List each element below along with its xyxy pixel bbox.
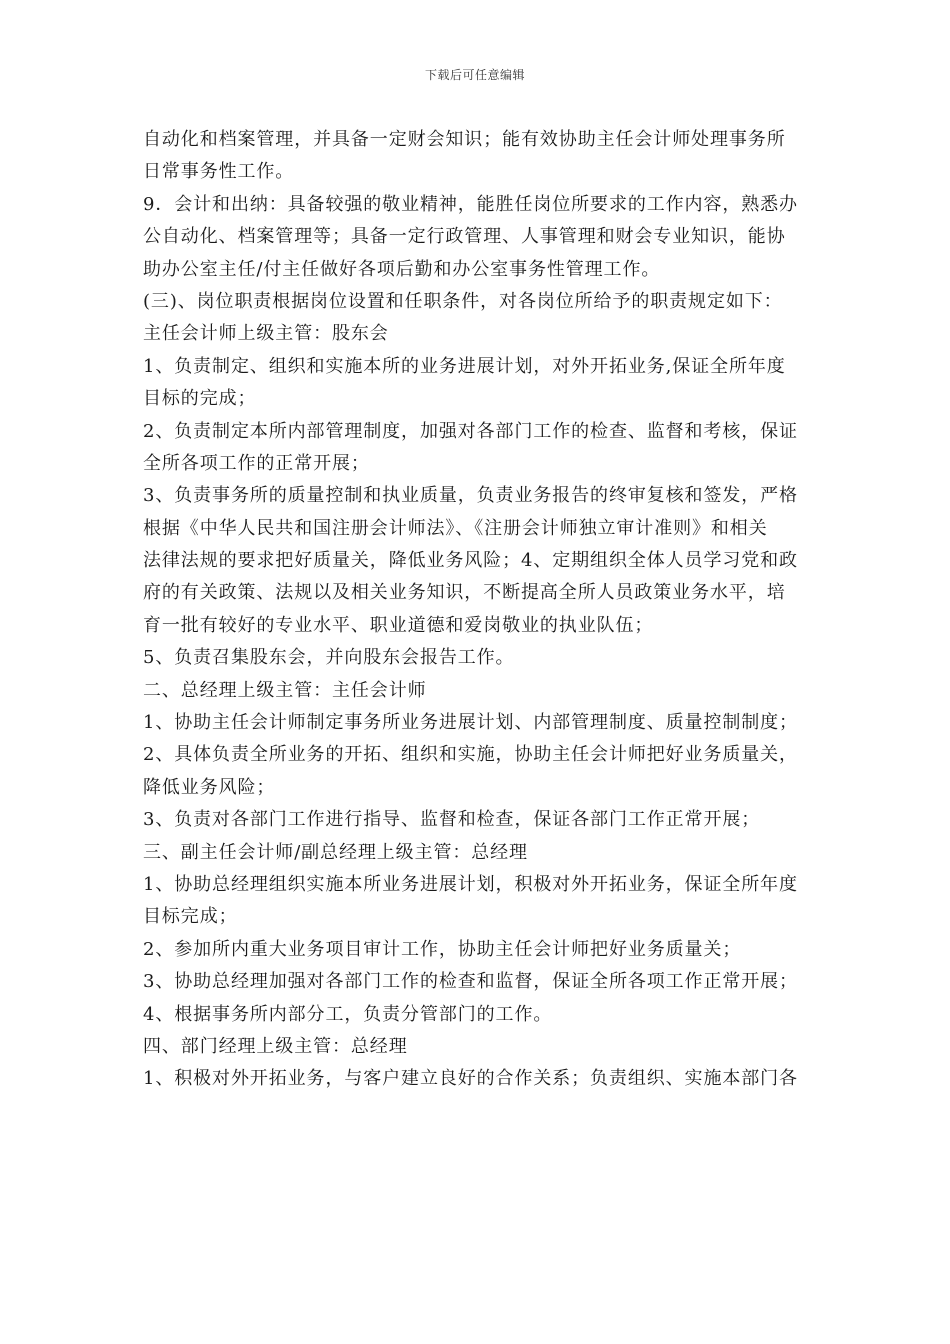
document-body: [143, 124, 813, 1096]
text-line: 日常事务性工作。: [143, 161, 295, 183]
text-line: 根据《中华人民共和国注册会计师法》、《注册会计师独立审计准则》和相关: [143, 517, 768, 539]
text-line: 助办公室主任/付主任做好各项后勤和办公室事务性管理工作。: [143, 258, 661, 280]
text-line: 2、负责制定本所内部管理制度，加强对各部门工作的检查、监督和考核，保证: [143, 420, 798, 442]
text-line: 2、参加所内重大业务项目审计工作，协助主任会计师把好业务质量关；: [143, 938, 742, 960]
text-line: 5、负责召集股东会，并向股东会报告工作。: [143, 647, 515, 669]
text-line: 1、协助主任会计师制定事务所业务进展计划、内部管理制度、质量控制制度；: [143, 712, 798, 734]
text-line: 公自动化、档案管理等；具备一定行政管理、人事管理和财会专业知识，能协: [143, 226, 786, 248]
text-line: 3、负责事务所的质量控制和执业质量，负责业务报告的终审复核和签发，严格: [143, 485, 798, 507]
text-line: 目标完成；: [143, 906, 238, 928]
text-line: 全所各项工作的正常开展；: [143, 452, 370, 474]
page-header-note: 下载后可任意编辑: [424, 68, 525, 82]
text-line: 9．会计和出纳：具备较强的敬业精神，能胜任岗位所要求的工作内容，熟悉办: [143, 193, 798, 215]
text-line: 3、协助总经理加强对各部门工作的检查和监督，保证全所各项工作正常开展；: [143, 971, 798, 993]
text-line: 二、总经理上级主管：主任会计师: [143, 679, 427, 701]
text-line: 主任会计师上级主管：股东会: [143, 323, 389, 345]
text-line: 4、根据事务所内部分工，负责分管部门的工作。: [143, 1003, 553, 1025]
text-line: 1、负责制定、组织和实施本所的业务进展计划，对外开拓业务,保证全所年度: [143, 355, 786, 377]
text-line: 四、部门经理上级主管：总经理: [143, 1035, 408, 1057]
text-line: 自动化和档案管理，并具备一定财会知识；能有效协助主任会计师处理事务所: [143, 129, 786, 150]
text-line: (三)、岗位职责根据岗位设置和任职条件，对各岗位所给予的职责规定如下：: [143, 290, 783, 312]
text-line: 府的有关政策、法规以及相关业务知识，不断提高全所人员政策业务水平，培: [143, 582, 786, 604]
text-line: 1、积极对外开拓业务，与客户建立良好的合作关系；负责组织、实施本部门各: [143, 1068, 798, 1090]
text-line: 2、具体负责全所业务的开拓、组织和实施，协助主任会计师把好业务质量关，: [143, 744, 798, 766]
text-line: 目标的完成；: [143, 388, 257, 410]
text-line: 降低业务风险；: [143, 776, 276, 798]
text-line: 3、负责对各部门工作进行指导、监督和检查，保证各部门工作正常开展；: [143, 809, 761, 831]
text-line: 三、副主任会计师/副总经理上级主管：总经理: [143, 841, 528, 863]
text-line: 1、协助总经理组织实施本所业务进展计划，积极对外开拓业务，保证全所年度: [143, 873, 798, 895]
text-line: 育一批有较好的专业水平、职业道德和爱岗敬业的执业队伍；: [143, 614, 654, 636]
text-line: 法律法规的要求把好质量关，降低业务风险；4、定期组织全体人员学习党和政: [143, 550, 798, 572]
